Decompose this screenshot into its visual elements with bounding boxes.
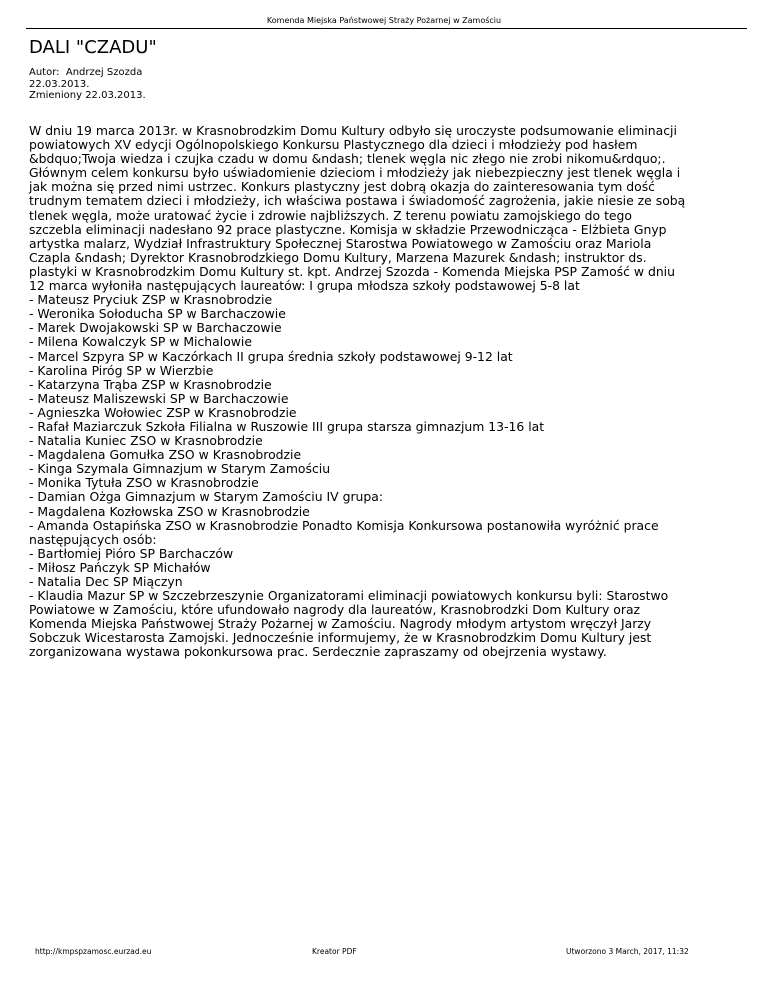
- author-line: Autor: Andrzej Szozda: [29, 67, 143, 78]
- page-header: Komenda Miejska Państwowej Straży Pożarnej w Zamościu: [266, 16, 502, 25]
- footer-created-date: Utworzono 3 March, 2017, 11:32: [566, 947, 689, 956]
- modified-date: Zmieniony 22.03.2013.: [29, 90, 146, 101]
- article-body: W dniu 19 marca 2013r. w Krasnobrodzkim Domu Kultury odbyło się uroczyste podsumowanie eliminacji powiatowych XV edycji Ogólnopolskiego Konkursu Plastycznego dla dzieci i młodzieży pod hasłem &bdquo;Twoja wiedza i czujka czadu w domu &ndash; tlenek węgla nic złego nie zrobi nikomu&rdquo;. Głównym celem konkursu było uświadomienie dzieciom i młodzieży jak niebezpieczny jest tlenek węgla i jak można się przed nimi ustrzec. Konkurs plastyczny jest dobrą okazja do zainteresowania tym dość trudnym tematem dzieci i młodzieży, ich właściwa postawa i świadomość zagrożenia, jakie niesie ze sobą tlenek węgla, może uratować życie i zdrowie najbliższych. Z terenu powiatu zamojskiego do tego szczebla eliminacji nadesłano 92 prace plastyczne. Komisja w składzie Przewodnicząca - Elżbieta Gnyp artystka malarz, Wydział Infrastruktury Społecznej Starostwa Powiatowego w Zamościu oraz Mariola Czapla &ndash; Dyrektor Krasnobrodzkiego Domu Kultury, Marzena Mazurek &ndash; instruktor ds. plastyki w Krasnobrodzkim Domu Kultury st. kpt. Andrzej Szozda - Komenda Miejska PSP Zamość w dniu 12 marca wyłoniła następujących laureatów: I grupa młodsza szkoły podstawowej 5-8 lat - Mateusz Pryciuk ZSP w Krasnobrodzie - Weronika Sołoducha SP w Barchaczowie - Marek Dwojakowski SP w Barchaczowie - Milena Kowalczyk SP w Michalowie - Marcel Szpyra SP w Kaczórkach II grupa średnia szkoły podstawowej 9-12 lat - Karolina Piróg SP w Wierzbie - Katarzyna Trąba ZSP w Krasnobrodzie - Mateusz Maliszewski SP w Barchaczowie - Agnieszka Wołowiec ZSP w Krasnobrodzie - Rafał Maziarczuk Szkoła Filialna w Ruszowie III grupa starsza gimnazjum 13-16 lat - Natalia Kuniec ZSO w Krasnobrodzie - Magdalena Gomułka ZSO w Krasnobrodzie - Kinga Szymala Gimnazjum w Starym Zamościu - Monika Tytuła ZSO w Krasnobrodzie - Damian Ożga Gimnazjum w Starym Zamościu IV grupa: - Magdalena Kozłowska ZSO w Krasnobrodzie - Amanda Ostapińska ZSO w Krasnobrodzie Ponadto Komisja Konkursowa postanowiła wyróżnić prace następujących osób: - Bartłomiej Pióro SP Barchaczów - Miłosz Pańczyk SP Michałów - Natalia Dec SP Miączyn - Klaudia Mazur SP w Szczebrzeszynie Organizatorami eliminacji powiatowych konkursu byli: Starostwo Powiatowe w Zamościu, które ufundowało nagrody dla laureatów, Krasnobrodzki Dom Kultury oraz Komenda Miejska Państwowej Straży Pożarnej w Zamościu. Nagrody młodym artystom wręczył Jarzy Sobczuk Wicestarosta Zamojski. Jednocześnie informujemy, że w Krasnobrodzkim Domu Kultury jest zorganizowana wystawa pokonkursowa prac. Serdecznie zapraszamy od obejrzenia wystawy.: [29, 123, 686, 660]
- footer-generator: Kreator PDF: [312, 947, 357, 956]
- header-divider: [26, 28, 747, 29]
- article-meta: [29, 67, 146, 102]
- article-title: DALI "CZADU": [29, 37, 157, 58]
- created-date: 22.03.2013.: [29, 78, 90, 90]
- footer-url: http://kmpspzamosc.eurzad.eu: [35, 947, 152, 956]
